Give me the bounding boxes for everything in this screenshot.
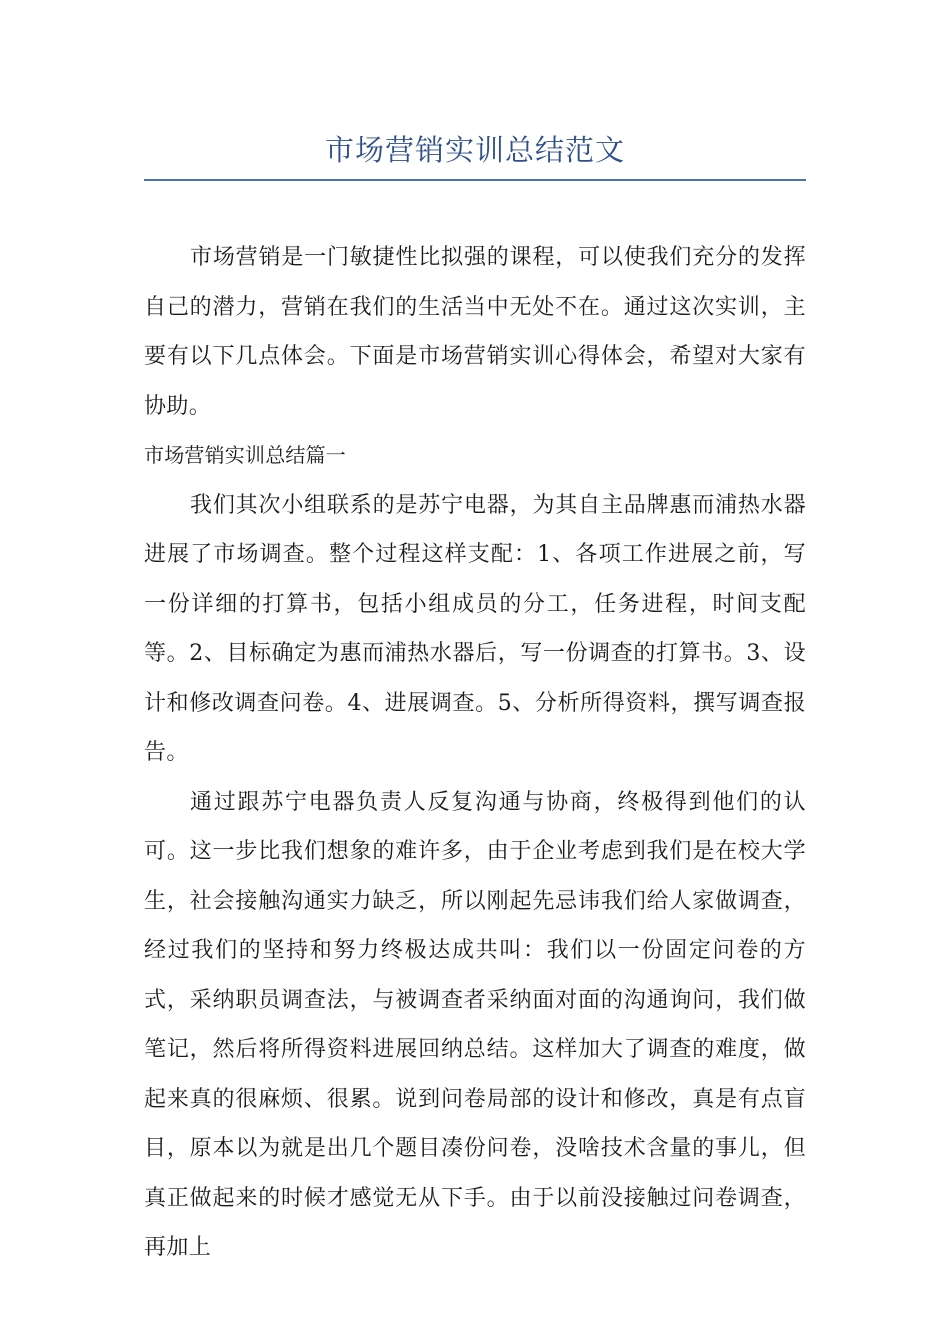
document-body xyxy=(144,233,806,1273)
document-title: 市场营销实训总结范文 xyxy=(324,133,625,167)
section-heading: 市场营销实训总结篇一 xyxy=(144,443,346,467)
title-underline xyxy=(144,179,806,181)
body-paragraph: 通过跟苏宁电器负责人反复沟通与协商，终极得到他们的认可。这一步比我们想象的难许多，由于企业考虑到我们是在校大学生，社会接触沟通实力缺乏，所以刚起先忌讳我们给人家做调查，经过我们的坚持和努力终极达成共叫：我们以一份固定问卷的方式，采纳职员调查法，与被调查者采纳面对面的沟通询问，我们做笔记，然后将所得资料进展回纳总结。这样加大了调查的难度，做起来真的很麻烦、很累。说到问卷局部的设计和修改，真是有点盲目，原本以为就是出几个题目凑份问卷，没啥技术含量的事儿，但真正做起来的时候才感觉无从下手。由于以前没接触过问卷调查，再加上 xyxy=(144,789,806,1260)
intro-paragraph: 市场营销是一门敏捷性比拟强的课程，可以使我们充分的发挥自己的潜力，营销在我们的生活当中无处不在。通过这次实训，主要有以下几点体会。下面是市场营销实训心得体会，希望对大家有协助。 xyxy=(144,245,806,419)
body-paragraph: 我们其次小组联系的是苏宁电器，为其自主品牌惠而浦热水器进展了市场调查。整个过程这样支配：1、各项工作进展之前，写一份详细的打算书，包括小组成员的分工，任务进程，时间支配等。2、目标确定为惠而浦热水器后，写一份调查的打算书。3、设计和修改调查问卷。4、进展调查。5、分析所得资料，撰写调查报告。 xyxy=(144,492,806,765)
